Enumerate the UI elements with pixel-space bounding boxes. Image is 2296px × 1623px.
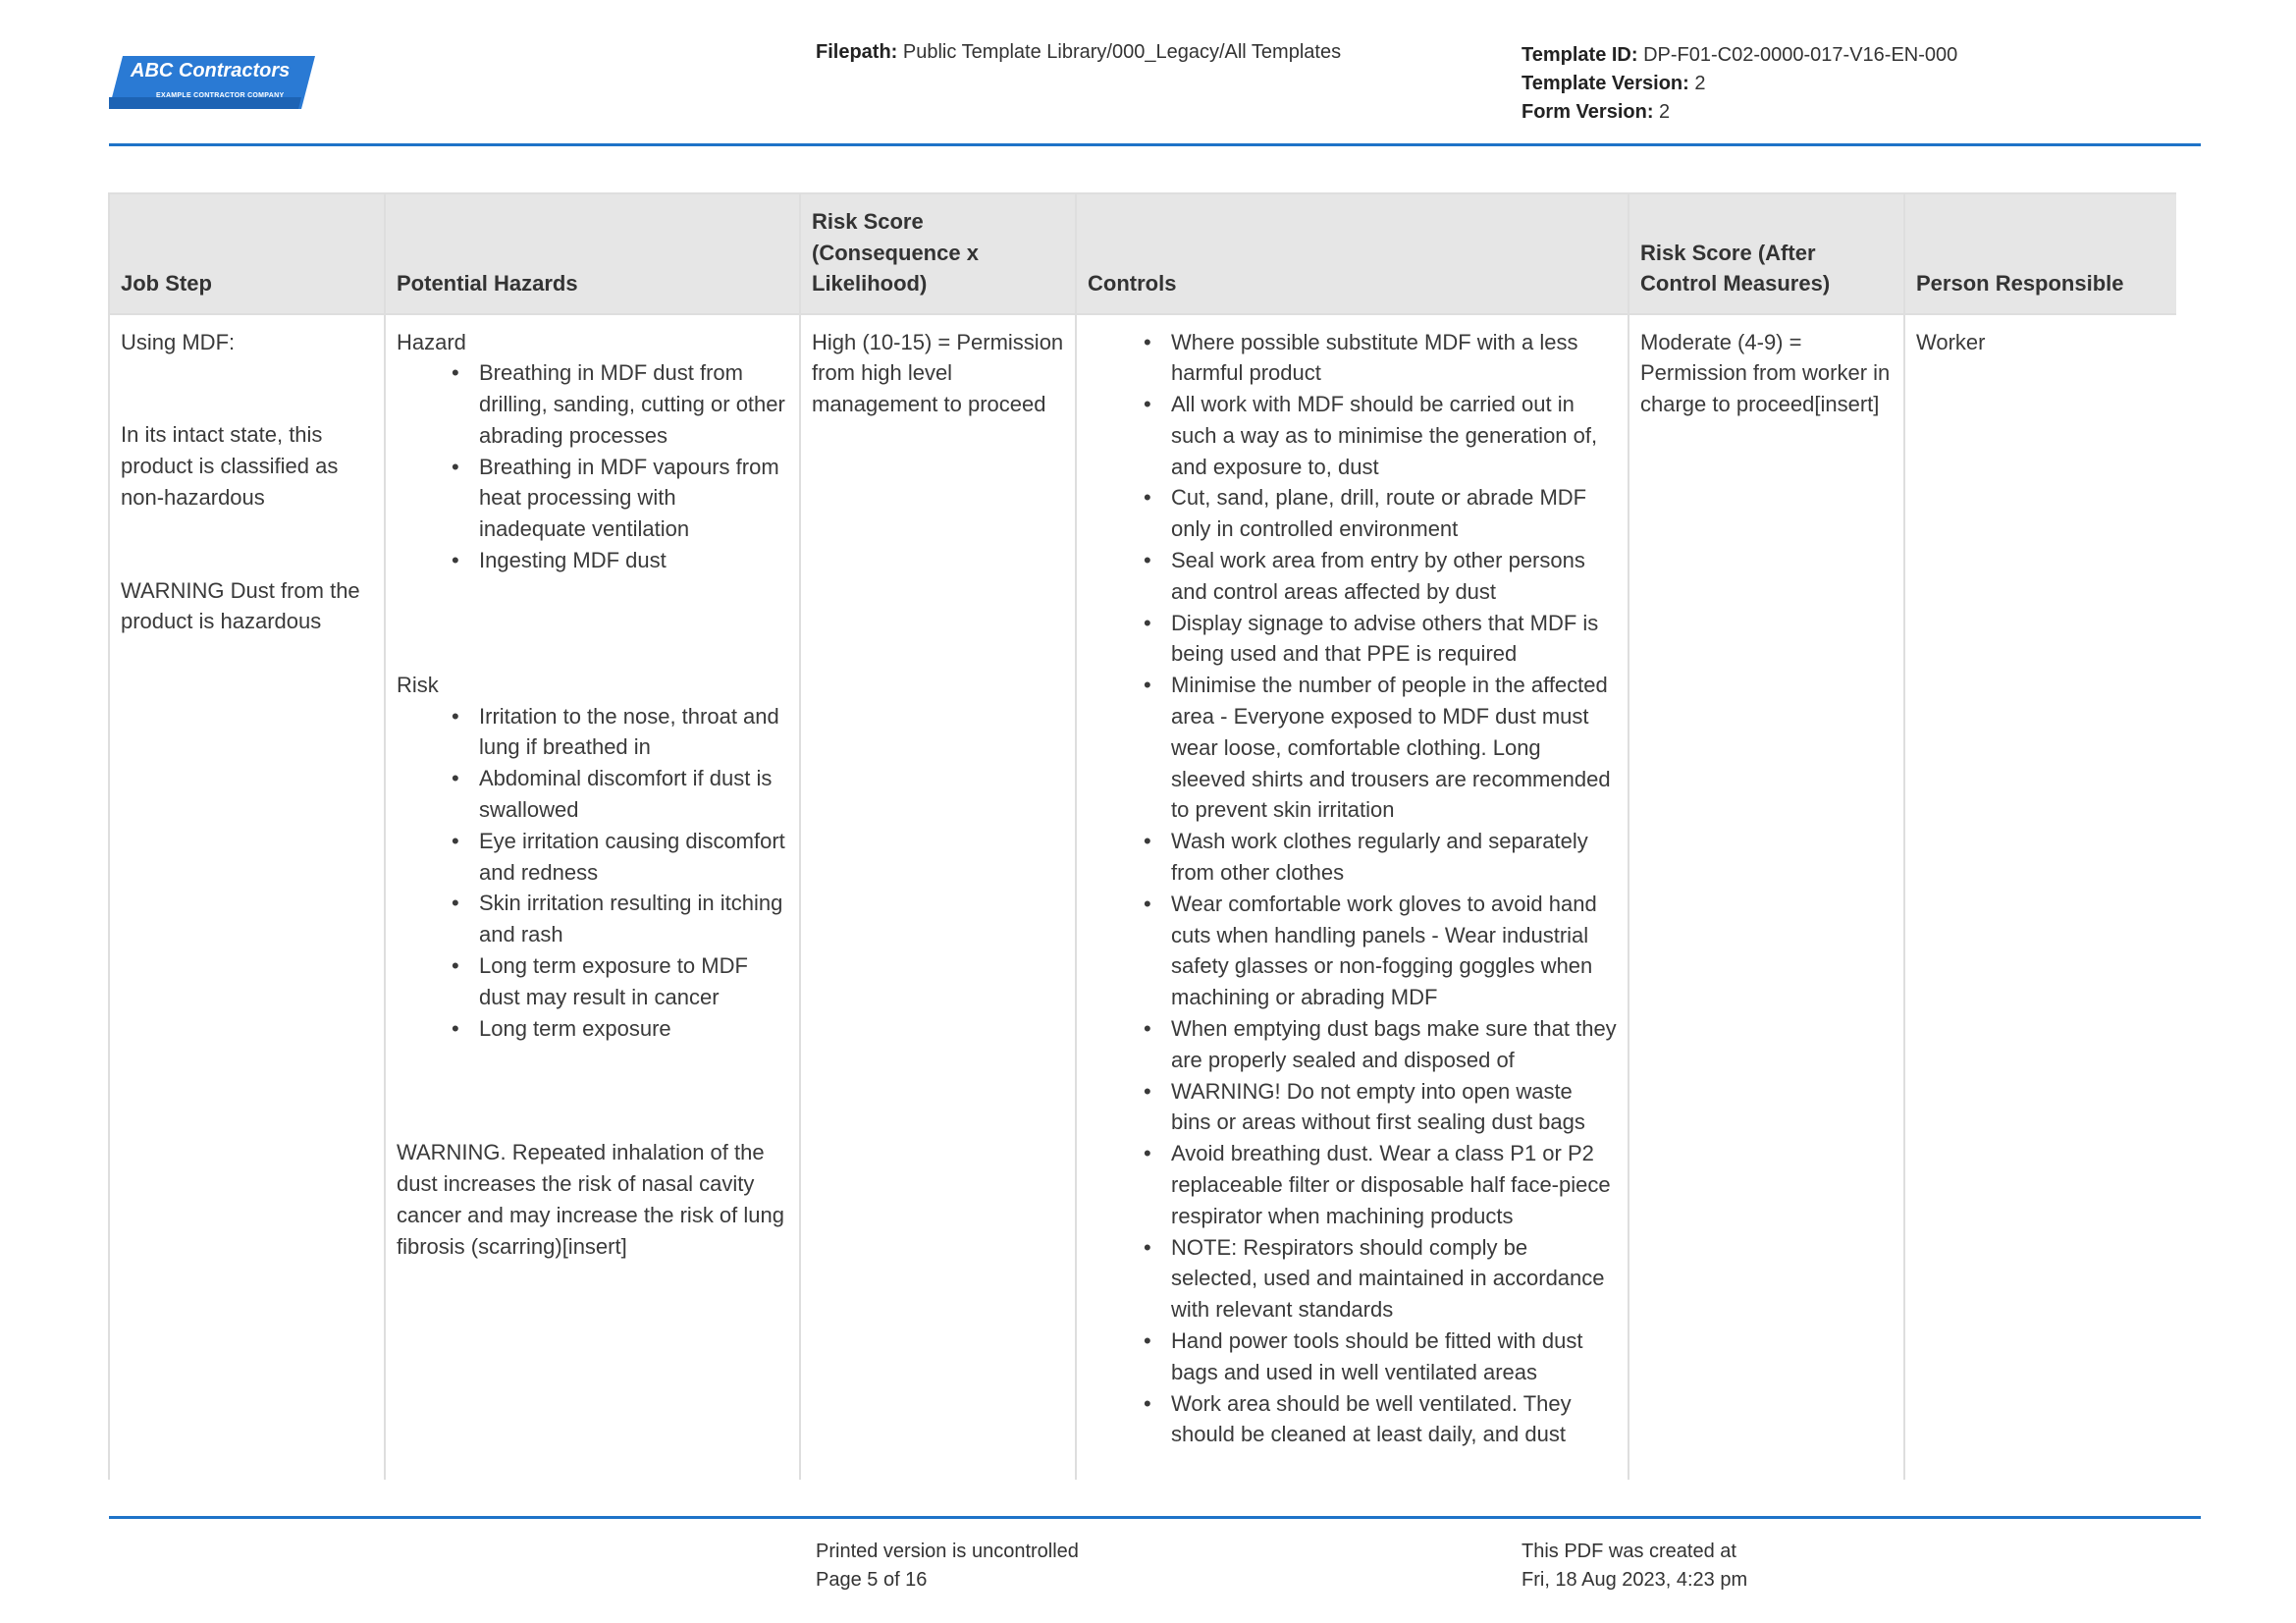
list-item: • Hand power tools should be fitted with dust bags and used in well ventilated areas — [1144, 1328, 1583, 1384]
risk-assessment-table-wrap — [108, 192, 2176, 1480]
template-version-label: Template Version: — [1522, 73, 1689, 94]
footer-created-date: Fri, 18 Aug 2023, 4:23 pm — [1522, 1569, 1748, 1591]
list-item: • Irritation to the nose, throat and lung if breathed in — [452, 703, 779, 760]
list-item: • Long term exposure — [452, 1015, 671, 1041]
header-controls: Controls — [1076, 193, 1629, 314]
cell-controls — [1076, 314, 1629, 1481]
job-step-note: In its intact state, this product is classified as non-hazardous — [121, 422, 339, 510]
cell-potential-hazards — [385, 314, 800, 1481]
template-meta — [1522, 41, 1957, 127]
list-item: • Where possible substitute MDF with a less harmful product — [1144, 329, 1578, 386]
form-version-value: 2 — [1659, 101, 1671, 123]
list-item: • Long term exposure to MDF dust may result in cancer — [452, 953, 748, 1009]
list-item: • When emptying dust bags make sure that they are properly sealed and disposed of — [1144, 1016, 1617, 1072]
list-item: • Wash work clothes regularly and separately from other clothes — [1144, 829, 1588, 886]
header-person-responsible: Person Responsible — [1904, 193, 2176, 314]
form-version-label: Form Version: — [1522, 101, 1654, 123]
risk-assessment-table — [108, 192, 2176, 1480]
header-risk-score-before: Risk Score (Consequence x Likelihood) — [800, 193, 1076, 314]
list-item: • Eye irritation causing discomfort and redness — [452, 828, 785, 885]
hazard-label: Hazard — [397, 329, 466, 354]
footer-left — [816, 1538, 1079, 1595]
template-id-value: DP-F01-C02-0000-017-V16-EN-000 — [1643, 44, 1958, 66]
list-item: • Avoid breathing dust. Wear a class P1 or P2 replaceable filter or disposable half face-piece respirator when machining products — [1144, 1141, 1611, 1228]
job-step-title: Using MDF: — [121, 329, 236, 354]
logo-title: ABC Contractors — [131, 60, 291, 81]
list-item: • Seal work area from entry by other persons and control areas affected by dust — [1144, 548, 1585, 604]
table-header-row — [109, 193, 2176, 314]
footer-uncontrolled-note: Printed version is uncontrolled — [816, 1541, 1079, 1562]
header-divider — [109, 143, 2201, 146]
list-item: • WARNING! Do not empty into open waste bins or areas without first sealing dust bags — [1144, 1078, 1585, 1135]
cell-risk-score-after: Moderate (4-9) = Permission from worker in charge to proceed[insert] — [1629, 314, 1904, 1481]
list-item: • Display signage to advise others that MDF is being used and that PPE is required — [1144, 610, 1599, 667]
form-version — [1522, 98, 1957, 127]
list-item: • Minimise the number of people in the affected area - Everyone exposed to MDF dust must wear loose, comfortable clothing. Long sleeved shirts and trousers are recommended to prevent skin irritation — [1144, 673, 1611, 823]
list-item: • Skin irritation resulting in itching and rash — [452, 891, 783, 947]
list-item: • Ingesting MDF dust — [452, 548, 667, 573]
list-item: • Breathing in MDF dust from drilling, sanding, cutting or other abrading processes — [452, 360, 785, 448]
template-id-label: Template ID: — [1522, 44, 1638, 66]
list-item: • Breathing in MDF vapours from heat processing with inadequate ventilation — [452, 454, 779, 542]
footer-right — [1522, 1538, 1747, 1595]
company-logo — [109, 54, 315, 111]
footer-created-label: This PDF was created at — [1522, 1541, 1736, 1562]
template-version-value: 2 — [1694, 73, 1706, 94]
hazard-warning: WARNING. Repeated inhalation of the dust increases the risk of nasal cavity cancer and may increase the risk of lung fibrosis (scarring)[insert] — [397, 1140, 784, 1259]
header-risk-score-after: Risk Score (After Control Measures) — [1629, 193, 1904, 314]
risk-list — [450, 701, 788, 1045]
footer-divider — [109, 1516, 2201, 1519]
header-potential-hazards: Potential Hazards — [385, 193, 800, 314]
template-version — [1522, 70, 1957, 98]
list-item: • All work with MDF should be carried out in such a way as to minimise the generation of, and exposure to, dust — [1144, 392, 1598, 479]
list-item: • Work area should be well ventilated. They should be cleaned at least daily, and dust — [1144, 1390, 1572, 1447]
list-item: • Abdominal discomfort if dust is swallowed — [452, 766, 773, 823]
list-item: • Cut, sand, plane, drill, route or abrade MDF only in controlled environment — [1144, 485, 1587, 542]
filepath-label: Filepath: — [816, 41, 898, 63]
header-job-step: Job Step — [109, 193, 385, 314]
table-row — [109, 314, 2176, 1481]
cell-person-responsible: Worker — [1904, 314, 2176, 1481]
list-item: • Wear comfortable work gloves to avoid hand cuts when handling panels - Wear industrial safety glasses or non-fogging goggles when machining or abrading MDF — [1144, 891, 1597, 1010]
logo-subtitle: EXAMPLE CONTRACTOR COMPANY — [156, 92, 285, 99]
hazard-list — [450, 357, 788, 576]
controls-list — [1142, 327, 1617, 1451]
job-step-warning: WARNING Dust from the product is hazardous — [121, 577, 360, 634]
filepath — [816, 41, 1341, 64]
template-id — [1522, 41, 1957, 70]
page-header — [109, 0, 2201, 145]
footer-page-number: Page 5 of 16 — [816, 1569, 928, 1591]
cell-risk-score-before: High (10-15) = Permission from high level management to proceed — [800, 314, 1076, 1481]
risk-label: Risk — [397, 672, 439, 697]
cell-job-step — [109, 314, 385, 1481]
list-item: • NOTE: Respirators should comply be selected, used and maintained in accordance with relevant standards — [1144, 1234, 1605, 1323]
filepath-value: Public Template Library/000_Legacy/All Templates — [902, 41, 1342, 63]
